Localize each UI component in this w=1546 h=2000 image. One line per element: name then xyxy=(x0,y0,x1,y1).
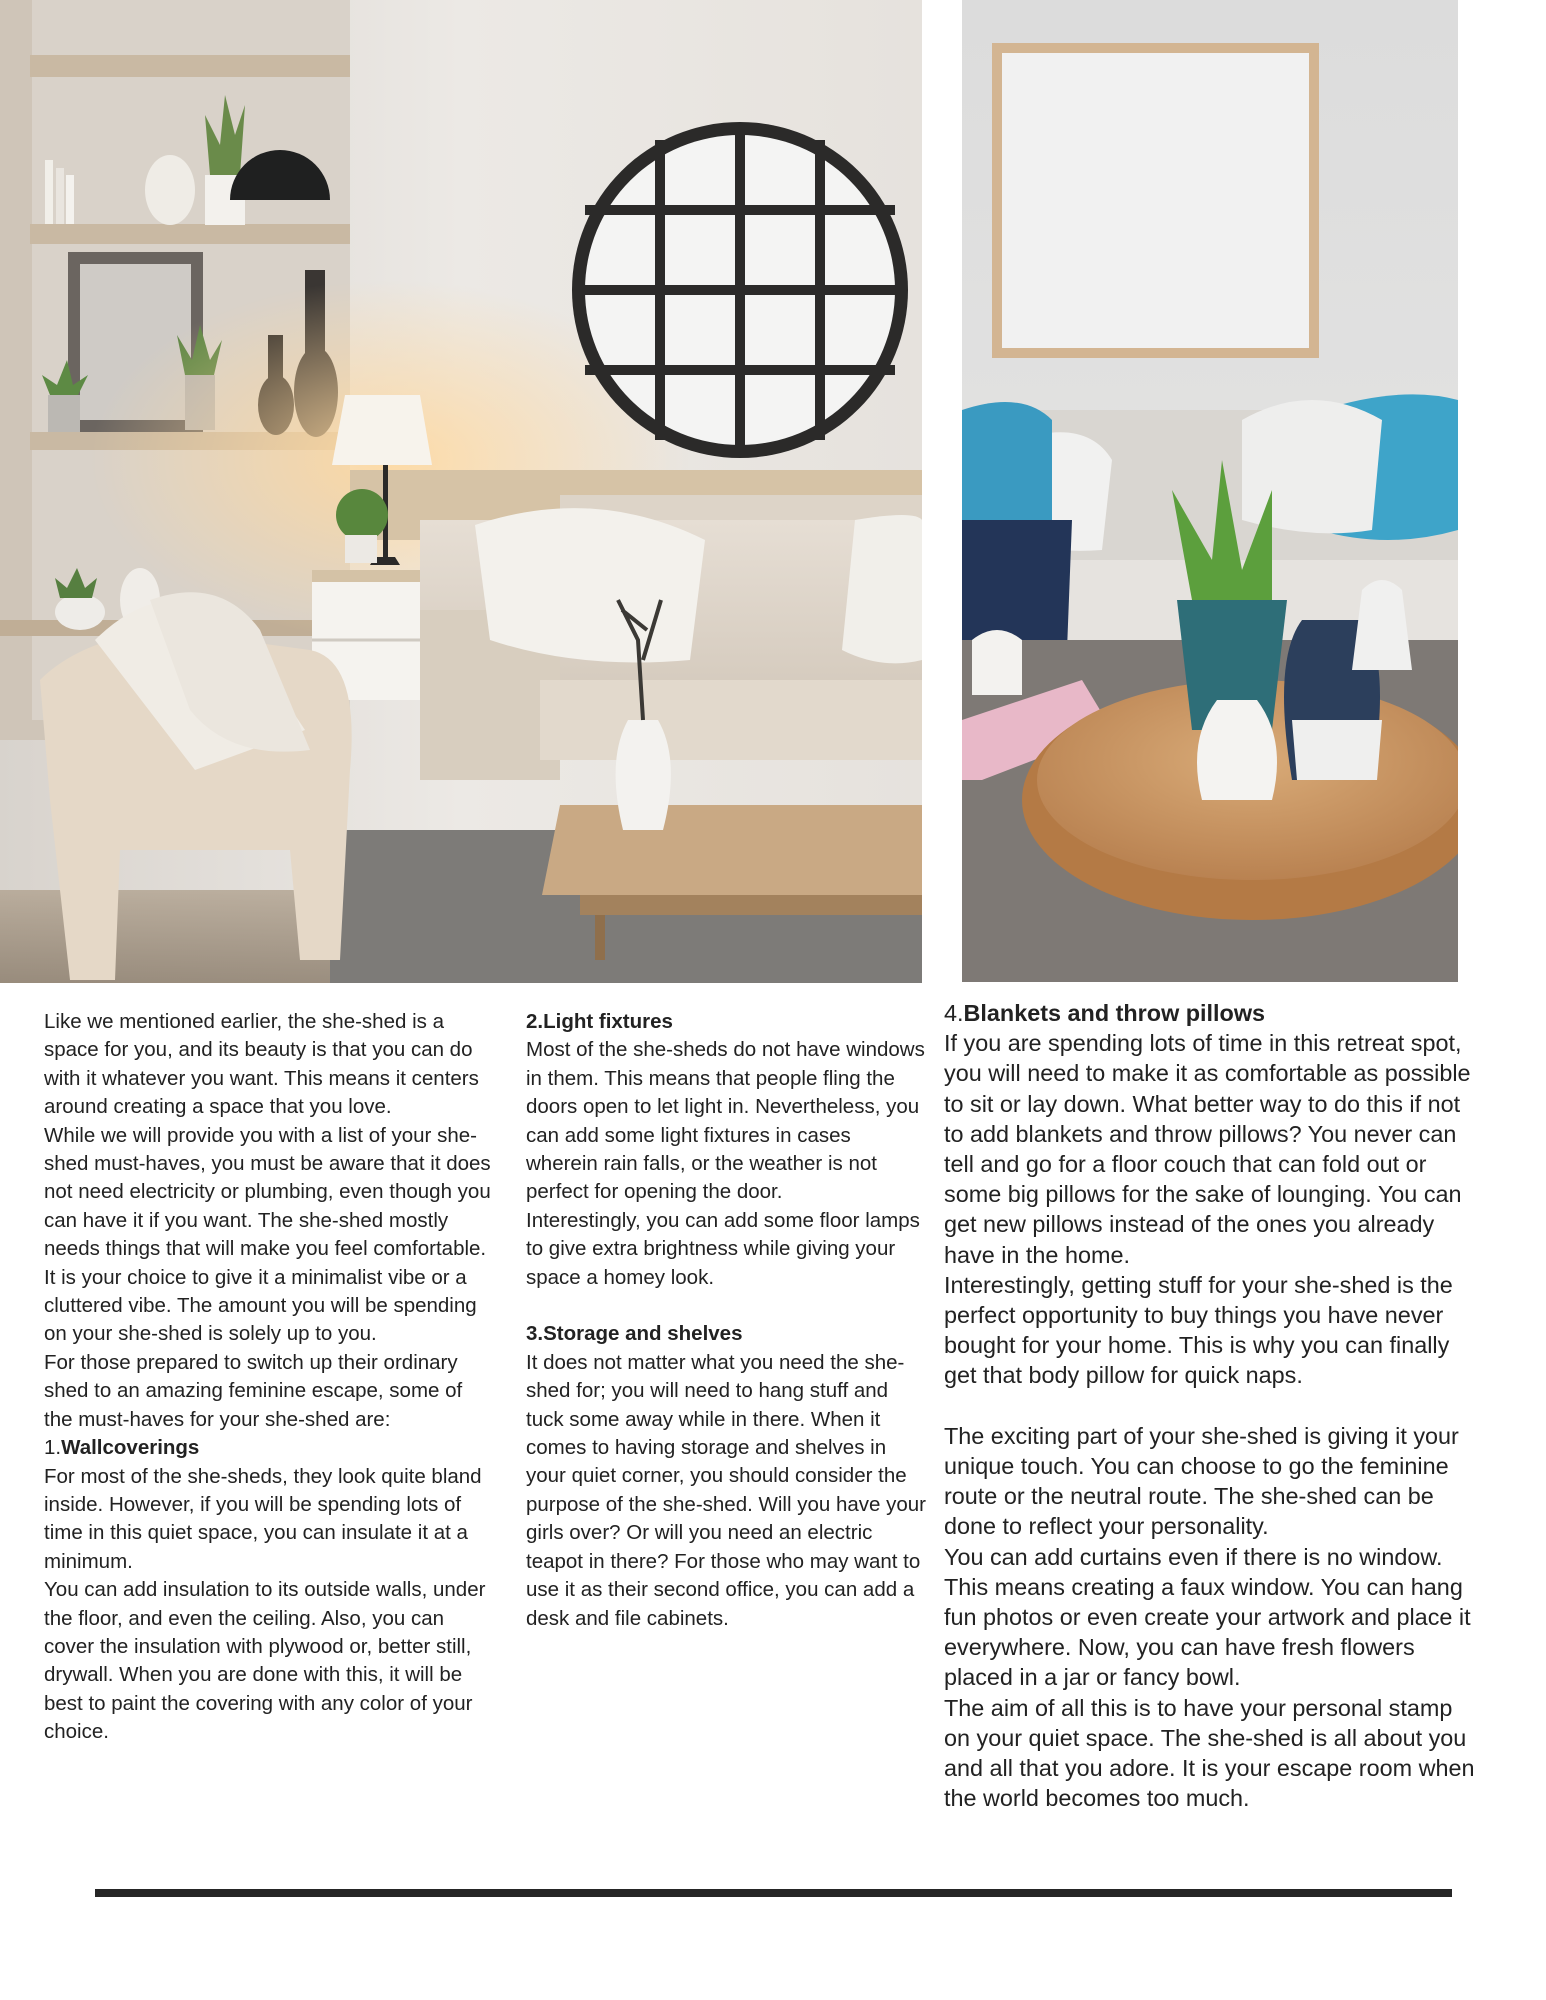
paragraph: For those prepared to switch up their ordinary shed to an amazing feminine escape, some of the must-haves for your she-shed are: xyxy=(44,1350,463,1431)
text-column-2 xyxy=(526,1008,926,1633)
text-column-3 xyxy=(944,998,1484,1813)
section-heading-storage xyxy=(526,1320,926,1348)
section-heading-wallcoverings xyxy=(44,1434,494,1462)
section-heading-blankets xyxy=(944,998,1484,1028)
paragraph: You can add insulation to its outside walls, under the floor, and even the ceiling. Also, you can cover the insulation with plywood or, better still, drywall. When you are done with this, it will be best to paint the covering with any color of your choice. xyxy=(44,1578,486,1744)
coffee-table-illustration xyxy=(962,0,1458,982)
coffee-table-photo xyxy=(962,0,1458,982)
paragraph: Most of the she-sheds do not have windows in them. This means that people fling the doors open to let light in. Nevertheless, you can add some light fixtures in cases wherein rain falls, or the weather is not perfect for opening the door. xyxy=(526,1038,925,1204)
paragraph: It does not matter what you need the she-shed for; you will need to hang stuff and tuck some away while in there. When it comes to having storage and shelves in your quiet corner, you should consider the purpose of the she-shed. Will you have your girls over? Or will you need an electric teapot in there? For those who may want to use it as their second office, you can add a desk and file cabinets. xyxy=(526,1350,926,1630)
heading-number: 1. xyxy=(44,1436,62,1460)
paragraph: You can add curtains even if there is no window. This means creating a faux window. You can hang fun photos or even create your artwork and place it everywhere. Now, you can have fresh flowers placed in a jar or fancy bowl. xyxy=(944,1543,1471,1691)
paragraph: Interestingly, getting stuff for your she-shed is the perfect opportunity to buy things you have never bought for your home. This is why you can finally get that body pillow for quick naps. xyxy=(944,1271,1453,1389)
living-room-illustration xyxy=(0,0,922,983)
paragraph: Like we mentioned earlier, the she-shed is a space for you, and its beauty is that you can do with it whatever you want. This means it centers around creating a space that you love. xyxy=(44,1010,479,1119)
paragraph: It is your choice to give it a minimalist vibe or a cluttered vibe. The amount you will be spending on your she-shed is solely up to you. xyxy=(44,1265,477,1346)
heading-text: Blankets and throw pillows xyxy=(963,1000,1266,1026)
living-room-photo xyxy=(0,0,922,983)
section-heading-light-fixtures xyxy=(526,1008,926,1036)
paragraph-spacer xyxy=(944,1391,1484,1421)
heading-text: 2.Light fixtures xyxy=(526,1010,673,1033)
paragraph: The exciting part of your she-shed is giving it your unique touch. You can choose to go the feminine route or the neutral route. The she-shed can be done to reflect your personality. xyxy=(944,1422,1459,1540)
paragraph-spacer xyxy=(526,1292,926,1320)
paragraph: If you are spending lots of time in this retreat spot, you will need to make it as comfortable as possible to sit or lay down. What better way to do this if not to add blankets and throw pillows? You never can tell and go for a floor couch that can fold out or some big pillows for the sake of lounging. You can get new pillows instead of the ones you already have in the home. xyxy=(944,1030,1471,1268)
paragraph: For most of the she-sheds, they look quite bland inside. However, if you will be spending lots of time in this quiet space, you can insulate it at a minimum. xyxy=(44,1464,482,1573)
heading-text: Wallcoverings xyxy=(61,1436,200,1460)
paragraph: While we will provide you with a list of your she-shed must-haves, you must be aware that it does not need electricity or plumbing, even though you can have it if you want. The she-shed mostly needs things that will make you feel comfortable. xyxy=(44,1123,491,1261)
paragraph: The aim of all this is to have your personal stamp on your quiet space. The she-shed is all about you and all that you adore. It is your escape room when the world becomes too much. xyxy=(944,1694,1475,1812)
bottom-divider-rule xyxy=(95,1889,1452,1897)
text-column-1 xyxy=(44,1008,494,1747)
paragraph: Interestingly, you can add some floor lamps to give extra brightness while giving your space a homey look. xyxy=(526,1208,920,1289)
heading-text: 3.Storage and shelves xyxy=(526,1322,743,1346)
heading-number: 4. xyxy=(944,1000,964,1026)
